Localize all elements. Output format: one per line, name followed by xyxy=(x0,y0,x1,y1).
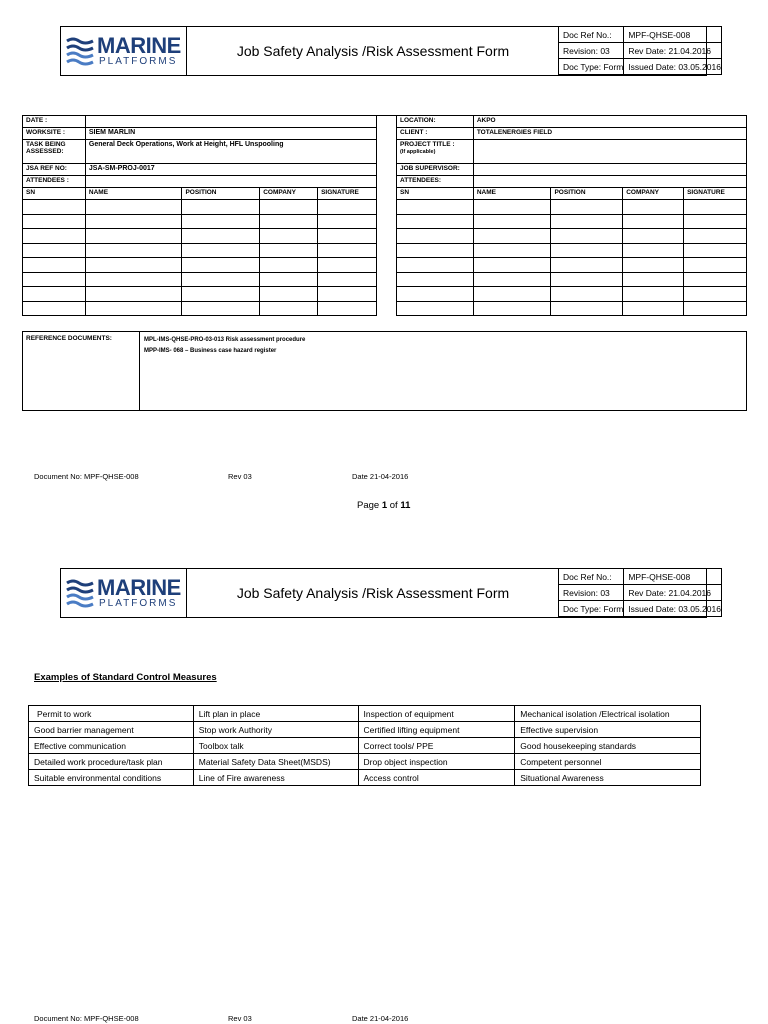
section-heading: Examples of Standard Control Measures xyxy=(34,672,217,683)
attendee-cell[interactable] xyxy=(551,229,623,244)
attendee-cell[interactable] xyxy=(260,214,318,229)
attendee-cell[interactable] xyxy=(85,200,182,215)
attendee-cell[interactable] xyxy=(318,214,377,229)
attendee-cell[interactable] xyxy=(260,301,318,316)
attendee-cell[interactable] xyxy=(623,287,684,302)
doc-info-table xyxy=(558,568,722,617)
attendee-cell[interactable] xyxy=(397,301,474,316)
attendee-cell[interactable] xyxy=(397,287,474,302)
attendees2-label: ATTENDEES: xyxy=(397,176,474,188)
attendee-cell[interactable] xyxy=(684,287,747,302)
marine-platforms-logo xyxy=(61,27,187,75)
attendee-row xyxy=(397,200,747,215)
attendee-cell[interactable] xyxy=(23,229,86,244)
control-cell: Effective communication xyxy=(29,738,194,754)
control-cell: Certified lifting equipment xyxy=(358,722,515,738)
attendee-cell[interactable] xyxy=(623,229,684,244)
footer-rev-2: Rev 03 xyxy=(228,1014,252,1023)
attendee-cell[interactable] xyxy=(182,243,260,258)
date-label: DATE : xyxy=(23,116,86,128)
control-cell: Correct tools/ PPE xyxy=(358,738,515,754)
client-field[interactable]: TOTALENERGIES FIELD xyxy=(473,128,746,140)
control-cell: Inspection of equipment xyxy=(358,706,515,722)
doc-type: Doc Type: Form xyxy=(559,601,624,617)
attendee-cell[interactable] xyxy=(397,258,474,273)
task-field[interactable]: General Deck Operations, Work at Height, HFL Unspooling xyxy=(85,140,376,164)
attendee-cell[interactable] xyxy=(473,214,551,229)
attendee-cell[interactable] xyxy=(473,287,551,302)
form-title: Job Safety Analysis /Risk Assessment Form xyxy=(236,43,510,59)
attendee-cell[interactable] xyxy=(85,258,182,273)
attendee-cell[interactable] xyxy=(623,301,684,316)
attendee-cell[interactable] xyxy=(551,200,623,215)
control-cell: Situational Awareness xyxy=(515,770,701,786)
attendee-cell[interactable] xyxy=(473,258,551,273)
doc-ref-label: Doc Ref No.: xyxy=(559,27,624,43)
attendee-cell[interactable] xyxy=(473,200,551,215)
attendee-cell[interactable] xyxy=(318,243,377,258)
attendees-label: ATTENDEES : xyxy=(23,176,86,188)
control-cell: Effective supervision xyxy=(515,722,701,738)
wave-logo-icon xyxy=(65,577,97,611)
page-current: 1 xyxy=(381,500,388,511)
attendee-cell[interactable] xyxy=(623,200,684,215)
rev-date: Rev Date: 21.04.2016 xyxy=(624,585,722,601)
col-signature: SIGNATURE xyxy=(318,188,377,200)
control-cell: Line of Fire awareness xyxy=(193,770,358,786)
attendee-cell[interactable] xyxy=(473,301,551,316)
attendee-cell[interactable] xyxy=(182,272,260,287)
attendee-cell[interactable] xyxy=(23,243,86,258)
worksite-field[interactable]: SIEM MARLIN xyxy=(85,128,376,140)
attendee-row xyxy=(397,287,747,302)
attendee-cell[interactable] xyxy=(182,301,260,316)
attendee-row xyxy=(397,243,747,258)
attendee-cell[interactable] xyxy=(23,214,86,229)
attendee-cell[interactable] xyxy=(684,258,747,273)
attendee-cell[interactable] xyxy=(182,287,260,302)
page1-header xyxy=(60,26,721,76)
attendee-cell[interactable] xyxy=(551,258,623,273)
page-prefix: Page xyxy=(357,500,382,511)
revision: Revision: 03 xyxy=(559,585,624,601)
attendee-cell[interactable] xyxy=(318,287,377,302)
col-signature-right: SIGNATURE xyxy=(684,188,747,200)
logo-marine-text: MARINE xyxy=(97,33,181,58)
control-cell: Access control xyxy=(358,770,515,786)
doc-ref-value: MPF-QHSE-008 xyxy=(624,569,722,585)
page-total: 11 xyxy=(400,500,411,511)
worksite-label: WORKSITE : xyxy=(23,128,86,140)
attendee-cell[interactable] xyxy=(318,200,377,215)
client-label: CLIENT : xyxy=(397,128,474,140)
attendee-cell[interactable] xyxy=(684,243,747,258)
job-supervisor-field[interactable] xyxy=(473,164,746,176)
control-cell: Lift plan in place xyxy=(193,706,358,722)
attendee-row xyxy=(23,258,377,273)
attendee-cell[interactable] xyxy=(397,243,474,258)
attendee-cell[interactable] xyxy=(260,287,318,302)
attendee-row xyxy=(23,287,377,302)
left-form-table xyxy=(22,115,377,316)
attendee-cell[interactable] xyxy=(623,272,684,287)
control-row xyxy=(29,738,701,754)
doc-info-table xyxy=(558,26,722,75)
col-name: NAME xyxy=(85,188,182,200)
attendee-row xyxy=(397,214,747,229)
attendee-cell[interactable] xyxy=(551,272,623,287)
col-name-right: NAME xyxy=(473,188,551,200)
attendee-cell[interactable] xyxy=(23,258,86,273)
attendee-cell[interactable] xyxy=(318,229,377,244)
project-title-field[interactable] xyxy=(473,140,746,164)
col-position-right: POSITION xyxy=(551,188,623,200)
reference-documents-label: REFERENCE DOCUMENTS: xyxy=(23,332,140,410)
doc-type: Doc Type: Form xyxy=(559,59,624,75)
attendee-cell[interactable] xyxy=(623,258,684,273)
rev-date: Rev Date: 21.04.2016 xyxy=(624,43,722,59)
control-row xyxy=(29,754,701,770)
doc-ref-label: Doc Ref No.: xyxy=(559,569,624,585)
footer-doc-no-2: Document No: MPF-QHSE-008 xyxy=(34,1014,139,1023)
page2-header xyxy=(60,568,721,618)
attendee-cell[interactable] xyxy=(182,200,260,215)
control-cell: Good barrier management xyxy=(29,722,194,738)
attendee-row xyxy=(397,258,747,273)
wave-logo-icon xyxy=(65,35,97,69)
col-company-right: COMPANY xyxy=(623,188,684,200)
attendee-cell[interactable] xyxy=(260,258,318,273)
attendee-cell[interactable] xyxy=(318,258,377,273)
location-field[interactable]: AKPO xyxy=(473,116,746,128)
col-sn-right: SN xyxy=(397,188,474,200)
attendee-cell[interactable] xyxy=(684,200,747,215)
project-title-sub: (If applicable) xyxy=(400,149,436,155)
attendee-cell[interactable] xyxy=(85,287,182,302)
attendee-cell[interactable] xyxy=(318,301,377,316)
attendee-cell[interactable] xyxy=(623,214,684,229)
logo-platforms-text: PLATFORMS xyxy=(99,598,178,609)
revision: Revision: 03 xyxy=(559,43,624,59)
control-cell: Good housekeeping standards xyxy=(515,738,701,754)
attendee-cell[interactable] xyxy=(397,272,474,287)
control-row xyxy=(29,770,701,786)
attendee-cell[interactable] xyxy=(260,200,318,215)
attendee-cell[interactable] xyxy=(23,287,86,302)
logo-marine-text: MARINE xyxy=(97,575,181,600)
attendee-cell[interactable] xyxy=(473,229,551,244)
reference-doc-2: MPP-IMS- 068 – Business case hazard register xyxy=(144,348,277,354)
attendee-cell[interactable] xyxy=(551,214,623,229)
page-mid: of xyxy=(387,500,401,511)
jsa-ref-field[interactable]: JSA-SM-PROJ-0017 xyxy=(85,164,376,176)
attendee-cell[interactable] xyxy=(397,214,474,229)
attendee-cell[interactable] xyxy=(260,229,318,244)
doc-ref-value: MPF-QHSE-008 xyxy=(624,27,722,43)
attendees-field[interactable] xyxy=(85,176,376,188)
attendee-cell[interactable] xyxy=(23,301,86,316)
attendee-row xyxy=(23,301,377,316)
col-sn: SN xyxy=(23,188,86,200)
footer-doc-no: Document No: MPF-QHSE-008 xyxy=(34,472,139,481)
control-row xyxy=(29,706,701,722)
control-row xyxy=(29,722,701,738)
control-cell: Stop work Authority xyxy=(193,722,358,738)
control-cell: Material Safety Data Sheet(MSDS) xyxy=(193,754,358,770)
attendee-cell[interactable] xyxy=(182,258,260,273)
col-company: COMPANY xyxy=(260,188,318,200)
issued-date: Issued Date: 03.05.2016 xyxy=(624,601,722,617)
attendee-cell[interactable] xyxy=(85,243,182,258)
footer-date: Date 21-04-2016 xyxy=(352,472,409,481)
reference-documents-list xyxy=(144,335,305,357)
attendee-cell[interactable] xyxy=(684,214,747,229)
column-divider xyxy=(377,115,396,332)
footer-date-2: Date 21-04-2016 xyxy=(352,1014,409,1023)
jsa-ref-label: JSA REF NO: xyxy=(23,164,86,176)
attendee-cell[interactable] xyxy=(623,243,684,258)
attendees2-field[interactable] xyxy=(473,176,746,188)
attendee-row xyxy=(23,229,377,244)
logo-platforms-text: PLATFORMS xyxy=(99,56,178,67)
attendee-cell[interactable] xyxy=(551,301,623,316)
page-number xyxy=(357,500,410,511)
control-cell: Toolbox talk xyxy=(193,738,358,754)
task-label: TASK BEING ASSESSED: xyxy=(23,140,86,164)
control-cell: Detailed work procedure/task plan xyxy=(29,754,194,770)
reference-documents-box xyxy=(22,331,747,411)
attendee-cell[interactable] xyxy=(23,272,86,287)
control-cell: Competent personnel xyxy=(515,754,701,770)
attendee-row xyxy=(397,301,747,316)
attendee-cell[interactable] xyxy=(551,287,623,302)
project-title-text: PROJECT TITLE : xyxy=(400,141,455,148)
attendee-row xyxy=(23,214,377,229)
attendee-cell[interactable] xyxy=(397,229,474,244)
attendee-row xyxy=(397,272,747,287)
right-form-table xyxy=(396,115,747,316)
attendee-cell[interactable] xyxy=(551,243,623,258)
attendee-cell[interactable] xyxy=(23,200,86,215)
project-title-label xyxy=(397,140,474,164)
control-cell: Drop object inspection xyxy=(358,754,515,770)
attendee-cell[interactable] xyxy=(85,229,182,244)
col-position: POSITION xyxy=(182,188,260,200)
attendee-cell[interactable] xyxy=(684,272,747,287)
issued-date: Issued Date: 03.05.2016 xyxy=(624,59,722,75)
reference-doc-1: MPL-IMS-QHSE-PRO-03-013 Risk assessment procedure xyxy=(144,337,306,343)
attendee-row xyxy=(23,243,377,258)
attendee-cell[interactable] xyxy=(397,200,474,215)
attendee-cell[interactable] xyxy=(85,272,182,287)
attendee-row xyxy=(23,200,377,215)
date-field[interactable] xyxy=(85,116,376,128)
control-cell: Suitable environmental conditions xyxy=(29,770,194,786)
attendee-cell[interactable] xyxy=(260,272,318,287)
marine-platforms-logo xyxy=(61,569,187,617)
attendee-cell[interactable] xyxy=(85,214,182,229)
attendee-cell[interactable] xyxy=(318,272,377,287)
attendee-row xyxy=(23,272,377,287)
attendee-cell[interactable] xyxy=(85,301,182,316)
attendee-cell[interactable] xyxy=(684,229,747,244)
attendee-cell[interactable] xyxy=(684,301,747,316)
attendee-cell[interactable] xyxy=(473,272,551,287)
attendee-row xyxy=(397,229,747,244)
attendee-cell[interactable] xyxy=(182,229,260,244)
control-cell: Mechanical isolation /Electrical isolation xyxy=(515,706,701,722)
control-measures-table xyxy=(28,705,701,786)
job-supervisor-label: JOB SUPERVISOR: xyxy=(397,164,474,176)
attendee-cell[interactable] xyxy=(260,243,318,258)
attendee-cell[interactable] xyxy=(182,214,260,229)
location-label: LOCATION: xyxy=(397,116,474,128)
form-title: Job Safety Analysis /Risk Assessment Form xyxy=(236,585,510,601)
attendee-cell[interactable] xyxy=(473,243,551,258)
control-cell: Permit to work xyxy=(29,706,194,722)
footer-rev: Rev 03 xyxy=(228,472,252,481)
